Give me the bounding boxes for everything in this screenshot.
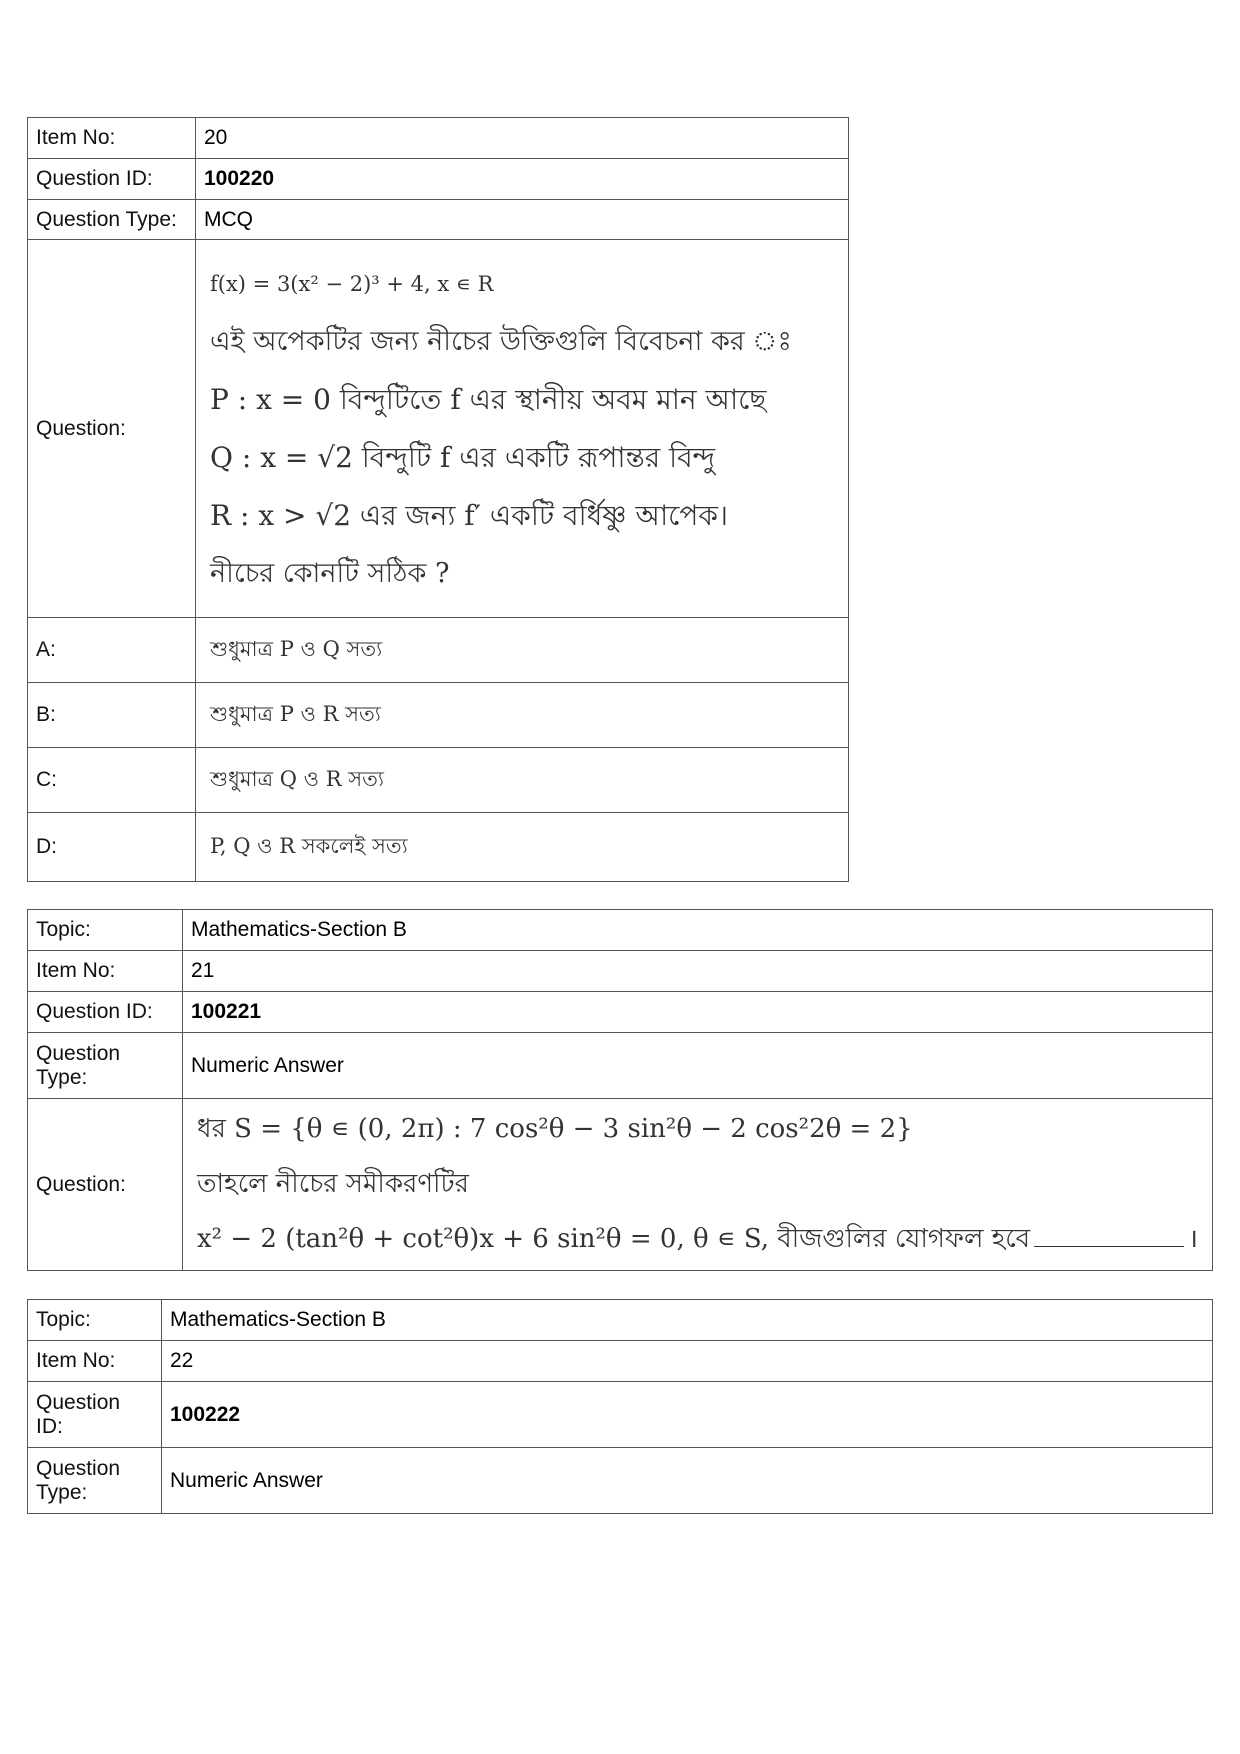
question-id-value: 100222 — [162, 1382, 1213, 1448]
item-no-value: 21 — [183, 951, 1213, 992]
question-line: Q : x = √2 বিন্দুটি f এর একটি রূপান্তর বিন্দু — [210, 440, 716, 474]
question-type-value: Numeric Answer — [162, 1448, 1213, 1514]
question-line: f(x) = 3(x² − 2)³ + 4, x ∊ R — [210, 271, 494, 296]
question-22-table — [27, 1299, 1213, 1514]
topic-value: Mathematics-Section B — [183, 910, 1213, 951]
question-type-label-line: Question — [36, 1456, 121, 1480]
topic-value: Mathematics-Section B — [162, 1300, 1213, 1341]
question-line: এই অপেকটির জন্য নীচের উক্তিগুলি বিবেচনা কর ঃ — [210, 325, 792, 357]
option-c-text: শুধুমাত্র Q ও R সত্য — [196, 748, 849, 813]
question-line: P : x = 0 বিন্দুটিতে f এর স্থানীয় অবম মান আছে — [210, 382, 767, 416]
question-label: Question: — [28, 1099, 183, 1271]
question-line-end: । — [1188, 1224, 1199, 1254]
question-id-label: Question ID: — [28, 159, 196, 200]
question-21-table — [27, 909, 1213, 1271]
item-no-value: 20 — [196, 118, 849, 159]
question-id-label — [28, 1382, 162, 1448]
item-no-label: Item No: — [28, 951, 183, 992]
question-type-label-line: Question — [36, 1041, 121, 1065]
question-type-label — [28, 1033, 183, 1099]
question-line: R : x > √2 এর জন্য f′ একটি বর্ধিষ্ণু আপেক। — [210, 498, 729, 532]
option-d-label: D: — [28, 813, 196, 882]
option-b-label: B: — [28, 683, 196, 748]
option-d-text: P, Q ও R সকলেই সত্য — [196, 813, 849, 882]
question-label: Question: — [28, 240, 196, 618]
question-type-value: MCQ — [196, 200, 849, 240]
question-line-text: x² − 2 (tan²θ + cot²θ)x + 6 sin²θ = 0, θ ∊ S, বীজগুলির যোগফল হবে — [197, 1224, 1031, 1254]
question-body — [196, 240, 849, 618]
question-type-label — [28, 1448, 162, 1514]
answer-blank — [1034, 1222, 1184, 1247]
question-id-value: 100221 — [183, 992, 1213, 1033]
topic-label: Topic: — [28, 1300, 162, 1341]
topic-label: Topic: — [28, 910, 183, 951]
question-line — [197, 1212, 1204, 1267]
item-no-label: Item No: — [28, 118, 196, 159]
option-b-text: শুধুমাত্র P ও R সত্য — [196, 683, 849, 748]
question-line: তাহলে নীচের সমীকরণটির — [197, 1169, 469, 1199]
question-body — [183, 1099, 1213, 1271]
question-id-label: Question ID: — [28, 992, 183, 1033]
question-id-value: 100220 — [196, 159, 849, 200]
item-no-label: Item No: — [28, 1341, 162, 1382]
option-a-text: শুধুমাত্র P ও Q সত্য — [196, 618, 849, 683]
question-type-label: Question Type: — [28, 200, 196, 240]
question-type-value: Numeric Answer — [183, 1033, 1213, 1099]
option-c-label: C: — [28, 748, 196, 813]
item-no-value: 22 — [162, 1341, 1213, 1382]
question-id-label-line: ID: — [36, 1414, 63, 1438]
question-type-label-line: Type: — [36, 1065, 88, 1089]
question-line: ধর S = {θ ∊ (0, 2π) : 7 cos²θ − 3 sin²θ − 2 cos²2θ = 2} — [197, 1114, 913, 1144]
option-a-label: A: — [28, 618, 196, 683]
question-20-table — [27, 117, 849, 882]
question-line: নীচের কোনটি সঠিক ? — [210, 557, 450, 589]
question-id-label-line: Question — [36, 1390, 121, 1414]
question-type-label-line: Type: — [36, 1480, 88, 1504]
